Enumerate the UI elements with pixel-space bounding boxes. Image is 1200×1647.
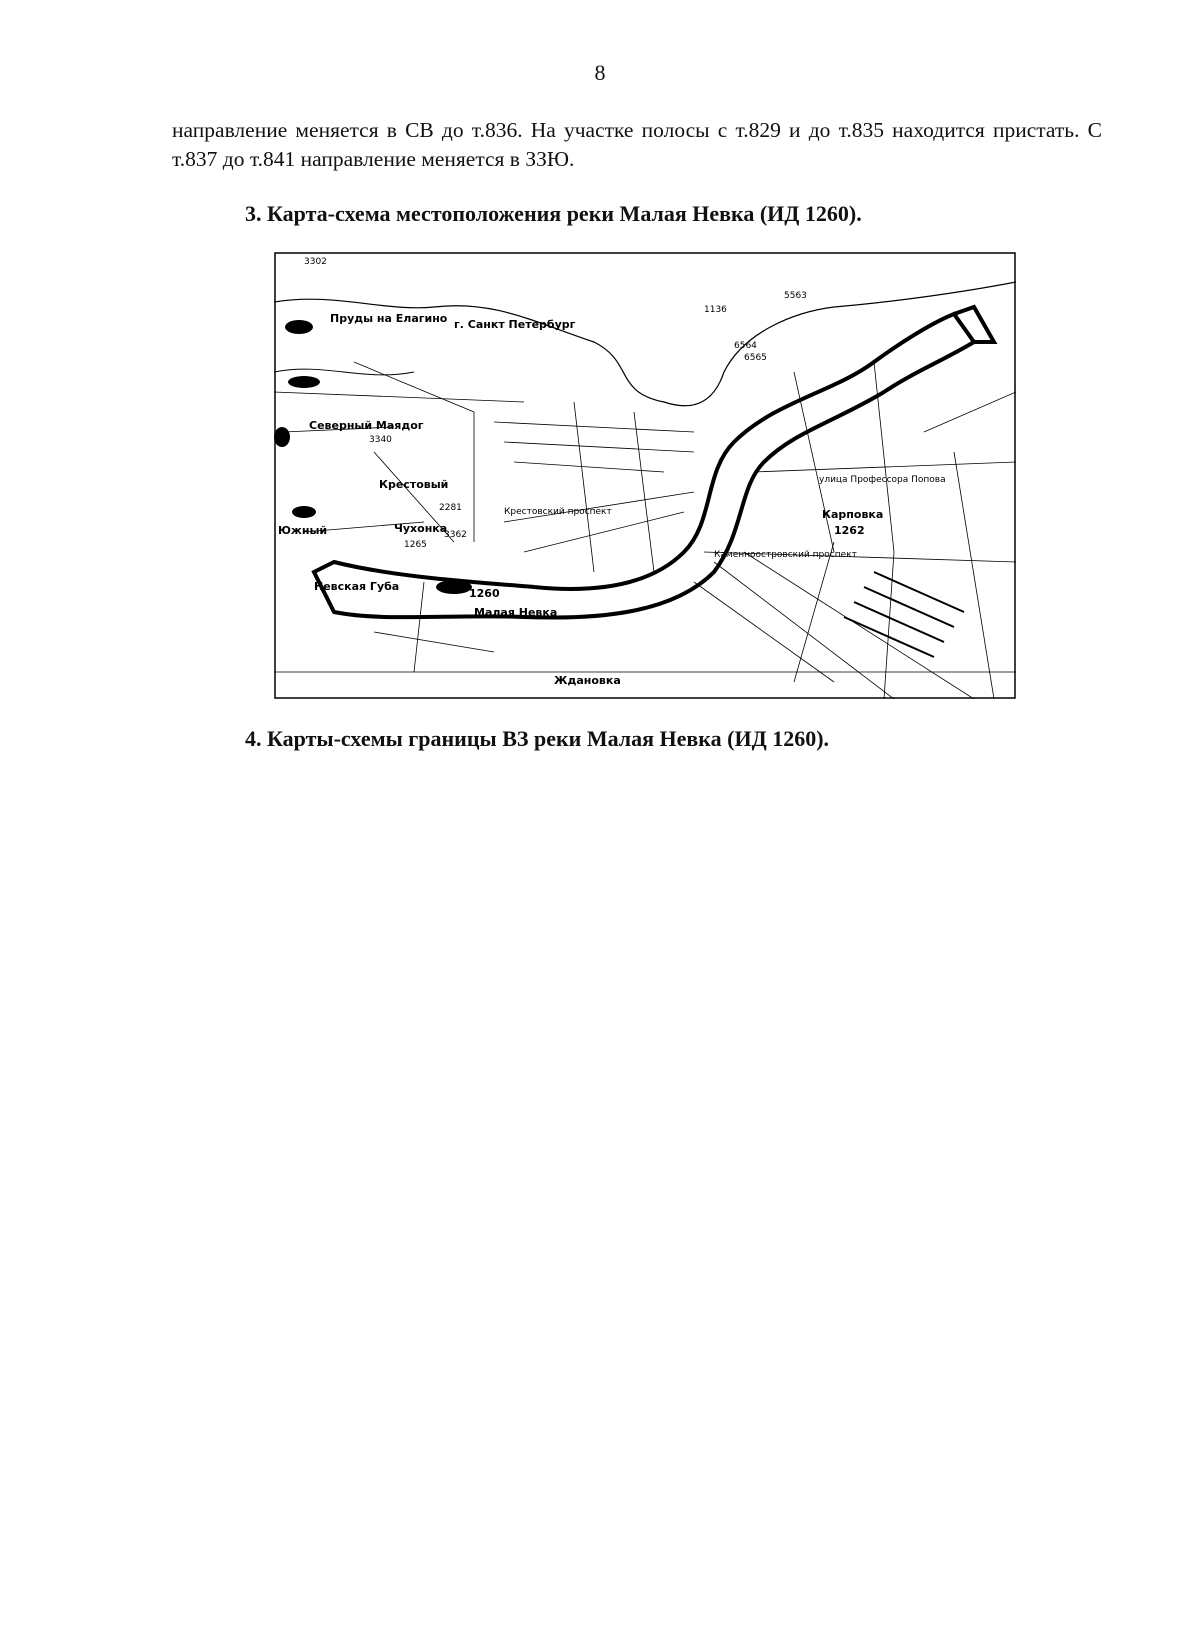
map-label-6564: 6564 [734, 341, 757, 351]
map-label-chukhonka: Чухонка [394, 522, 448, 535]
map-label-3340: 3340 [369, 435, 392, 445]
page-number: 8 [594, 60, 606, 85]
marker-blob [285, 320, 313, 334]
map-label-nevskaya-guba: Невская Губа [314, 580, 400, 593]
map-label-prof-popova: улица Профессора Попова [819, 475, 946, 485]
map-label-malaya-nevka: Малая Невка [474, 606, 558, 619]
map-drawing [274, 252, 1016, 699]
section-heading-map-location: 3. Карта-схема местоположения реки Малая Невка (ИД 1260). [245, 201, 862, 226]
map-label-kargovka: Карповка [822, 508, 884, 521]
map-label-3302: 3302 [304, 257, 327, 267]
map-label-zhdanovka: Ждановка [554, 674, 621, 687]
map-label-1260: 1260 [469, 587, 500, 600]
river-location-map [274, 252, 1016, 699]
map-label-krestovsky-prospekt: Крестовский проспект [504, 507, 612, 517]
map-label-severny: Северный Маядог [309, 419, 424, 432]
map-label-6565: 6565 [744, 353, 767, 363]
map-label-kamennoostrovsky: Каменноостровский проспект [714, 550, 857, 560]
map-label-1265: 1265 [404, 540, 427, 550]
map-label-pond: Пруды на Елагино [330, 312, 448, 325]
marker-blob [288, 376, 320, 388]
marker-blob [292, 506, 316, 518]
section-heading-zone-boundary: 4. Карты-схемы границы ВЗ реки Малая Невка (ИД 1260). [245, 726, 830, 751]
map-label-2281: 2281 [439, 503, 462, 513]
map-label-1262: 1262 [834, 524, 865, 537]
marker-blob [436, 580, 472, 594]
marker-blob [274, 427, 290, 447]
map-label-city: г. Санкт Петербург [454, 318, 576, 331]
body-paragraph: направление меняется в СВ до т.836. На участке полосы с т.829 и до т.835 находится пристать. С т.837 до т.841 направление меняется в ЗЗЮ. [172, 118, 1102, 171]
map-label-krestovy: Крестовый [379, 478, 449, 491]
map-label-yuzhny: Южный [278, 524, 328, 537]
map-label-1136: 1136 [704, 305, 727, 315]
map-label-5563: 5563 [784, 291, 807, 301]
map-label-3362: 3362 [444, 530, 467, 540]
